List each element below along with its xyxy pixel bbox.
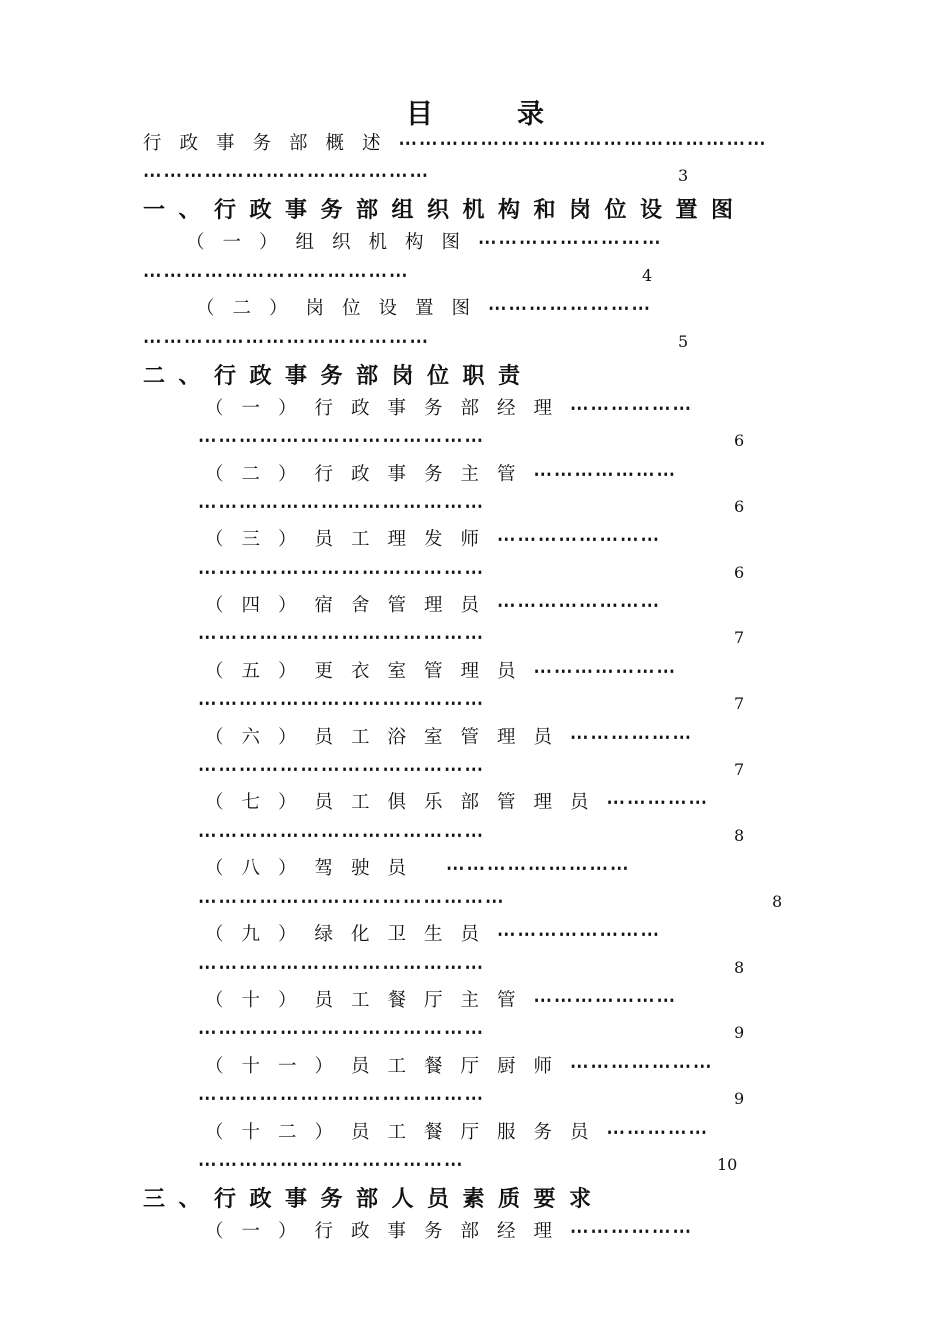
- toc-entry-text: （八）驾驶员: [205, 858, 425, 879]
- toc-leader: ⋯⋯⋯⋯⋯⋯⋯⋯⋯⋯⋯⋯⋯⋯: [143, 331, 430, 352]
- toc-entry-text: （六）员工浴室管理员: [205, 727, 571, 748]
- toc-entry-2-5-cont: [198, 691, 745, 717]
- toc-section-heading-3[interactable]: 三、行政事务部人员素质要求: [143, 1186, 605, 1212]
- toc-page-number: 7: [734, 694, 745, 713]
- toc-entry-text: （一）组织机构图: [186, 232, 479, 253]
- toc-leader: ⋯⋯⋯⋯⋯⋯⋯⋯⋯⋯⋯⋯⋯⋯⋯: [198, 891, 506, 912]
- toc-leader: ⋯⋯⋯⋯⋯⋯⋯: [533, 661, 678, 682]
- toc-leader: ⋯⋯⋯⋯⋯⋯⋯⋯⋯⋯⋯⋯⋯⋯: [198, 825, 485, 846]
- toc-section-heading-1[interactable]: 一、行政事务部组织机构和岗位设置图: [143, 197, 747, 223]
- toc-entry-text: （二）行政事务主管: [205, 464, 534, 485]
- toc-entry-2-8-cont: [198, 889, 783, 915]
- toc-entry-overview-cont: [143, 163, 689, 189]
- toc-entry-text: （九）绿化卫生员: [205, 924, 498, 945]
- toc-entry-1-2-cont: [143, 329, 689, 355]
- toc-entry-2-2[interactable]: [205, 462, 677, 488]
- toc-leader: ⋯⋯⋯⋯⋯⋯⋯⋯⋯⋯⋯⋯⋯⋯: [198, 430, 485, 451]
- toc-entry-2-6[interactable]: [205, 725, 693, 751]
- toc-leader: ⋯⋯⋯⋯⋯⋯⋯⋯: [488, 298, 653, 319]
- toc-entry-2-12-cont: [198, 1152, 738, 1178]
- toc-entry-2-11[interactable]: [205, 1054, 714, 1080]
- toc-title: [0, 92, 950, 131]
- toc-leader: ⋯⋯⋯⋯⋯⋯⋯⋯⋯⋯⋯⋯⋯⋯: [198, 957, 485, 978]
- toc-page-number: 7: [734, 628, 745, 647]
- toc-entry-2-10[interactable]: [205, 988, 677, 1014]
- toc-page-number: 4: [642, 266, 653, 285]
- toc-entry-text: （五）更衣室管理员: [205, 661, 534, 682]
- toc-page-number: 3: [678, 166, 689, 185]
- toc-leader: ⋯⋯⋯⋯⋯⋯⋯⋯⋯⋯⋯⋯⋯⋯: [198, 627, 485, 648]
- toc-section-heading-2[interactable]: 二、行政事务部岗位职责: [143, 363, 534, 389]
- toc-entry-2-1[interactable]: [205, 396, 693, 422]
- toc-entry-1-2[interactable]: [196, 296, 652, 322]
- toc-entry-2-4-cont: [198, 625, 745, 651]
- toc-entry-2-6-cont: [198, 757, 745, 783]
- toc-entry-2-2-cont: [198, 494, 745, 520]
- toc-leader: ⋯⋯⋯⋯⋯⋯⋯⋯⋯⋯⋯⋯⋯⋯: [198, 1022, 485, 1043]
- toc-entry-1-1[interactable]: [186, 230, 663, 256]
- toc-page-number: 9: [734, 1089, 745, 1108]
- toc-leader: ⋯⋯⋯⋯⋯⋯⋯⋯⋯⋯⋯⋯⋯⋯: [198, 496, 485, 517]
- toc-page-number: 5: [678, 332, 689, 351]
- toc-entry-text: （二）岗位设置图: [196, 298, 489, 319]
- toc-page-number: 6: [734, 563, 745, 582]
- toc-leader: ⋯⋯⋯⋯⋯⋯⋯⋯⋯⋯⋯⋯⋯⋯: [198, 1088, 485, 1109]
- toc-entry-2-3-cont: [198, 560, 745, 586]
- toc-page-number: 8: [734, 826, 745, 845]
- toc-leader: ⋯⋯⋯⋯⋯⋯⋯⋯⋯⋯⋯⋯⋯⋯: [198, 562, 485, 583]
- toc-leader: ⋯⋯⋯⋯⋯⋯: [570, 1221, 694, 1242]
- toc-page-number: 9: [734, 1023, 745, 1042]
- toc-entry-2-5[interactable]: [205, 659, 677, 685]
- toc-entry-text: （三）员工理发师: [205, 529, 498, 550]
- toc-leader: ⋯⋯⋯⋯⋯: [606, 792, 710, 813]
- toc-entry-2-11-cont: [198, 1086, 745, 1112]
- toc-entry-2-8[interactable]: [205, 856, 631, 882]
- toc-leader: ⋯⋯⋯⋯⋯⋯⋯⋯⋯⋯⋯⋯⋯: [143, 265, 410, 286]
- toc-entry-2-10-cont: [198, 1020, 745, 1046]
- toc-leader: ⋯⋯⋯⋯⋯⋯⋯⋯⋯: [478, 232, 663, 253]
- toc-entry-2-1-cont: [198, 428, 745, 454]
- toc-leader: ⋯⋯⋯⋯⋯⋯⋯⋯⋯⋯⋯⋯⋯⋯: [198, 759, 485, 780]
- toc-entry-text: （十）员工餐厅主管: [205, 990, 534, 1011]
- toc-entry-text: （一）行政事务部经理: [205, 1221, 571, 1242]
- toc-entry-text: 行政事务部概述: [143, 133, 399, 154]
- toc-entry-text: （七）员工俱乐部管理员: [205, 792, 607, 813]
- toc-page-number: 6: [734, 431, 745, 450]
- toc-entry-2-9[interactable]: [205, 922, 661, 948]
- toc-leader: ⋯⋯⋯⋯⋯⋯⋯⋯⋯⋯⋯⋯⋯⋯⋯⋯⋯⋯: [398, 133, 768, 154]
- toc-page-number: 6: [734, 497, 745, 516]
- toc-page-number: 7: [734, 760, 745, 779]
- toc-leader: ⋯⋯⋯⋯⋯⋯⋯: [533, 464, 678, 485]
- toc-leader: ⋯⋯⋯⋯⋯⋯⋯⋯: [497, 595, 662, 616]
- toc-entry-text: （一）行政事务部经理: [205, 398, 571, 419]
- toc-leader: ⋯⋯⋯⋯⋯⋯⋯⋯: [497, 529, 662, 550]
- toc-entry-overview[interactable]: [143, 131, 768, 157]
- toc-entry-text: （四）宿舍管理员: [205, 595, 498, 616]
- toc-leader: ⋯⋯⋯⋯⋯⋯⋯⋯⋯⋯⋯⋯⋯: [198, 1154, 465, 1175]
- toc-entry-2-4[interactable]: [205, 593, 661, 619]
- title-char-left: 目: [406, 99, 433, 130]
- toc-leader: ⋯⋯⋯⋯⋯⋯⋯⋯⋯⋯⋯⋯⋯⋯: [143, 165, 430, 186]
- toc-leader: ⋯⋯⋯⋯⋯⋯: [570, 398, 694, 419]
- toc-leader: ⋯⋯⋯⋯⋯⋯⋯⋯⋯: [446, 858, 631, 879]
- toc-entry-1-1-cont: [143, 263, 653, 289]
- toc-entry-text: （十二）员工餐厅服务员: [205, 1122, 607, 1143]
- toc-entry-3-1[interactable]: [205, 1219, 693, 1245]
- toc-page-number: 8: [772, 892, 783, 911]
- title-char-right: 录: [517, 99, 544, 130]
- toc-leader: ⋯⋯⋯⋯⋯⋯⋯⋯⋯⋯⋯⋯⋯⋯: [198, 693, 485, 714]
- toc-page-number: 8: [734, 958, 745, 977]
- toc-entry-2-7[interactable]: [205, 790, 709, 816]
- toc-leader: ⋯⋯⋯⋯⋯⋯⋯: [533, 990, 678, 1011]
- toc-page-number: 10: [717, 1155, 738, 1174]
- toc-entry-2-12[interactable]: [205, 1120, 709, 1146]
- toc-leader: ⋯⋯⋯⋯⋯⋯⋯⋯: [497, 924, 662, 945]
- toc-entry-text: （十一）员工餐厅厨师: [205, 1056, 571, 1077]
- toc-entry-2-7-cont: [198, 823, 745, 849]
- toc-leader: ⋯⋯⋯⋯⋯⋯: [570, 727, 694, 748]
- toc-entry-2-3[interactable]: [205, 527, 661, 553]
- toc-leader: ⋯⋯⋯⋯⋯⋯⋯: [570, 1056, 714, 1077]
- toc-leader: ⋯⋯⋯⋯⋯: [606, 1122, 710, 1143]
- toc-entry-2-9-cont: [198, 955, 745, 981]
